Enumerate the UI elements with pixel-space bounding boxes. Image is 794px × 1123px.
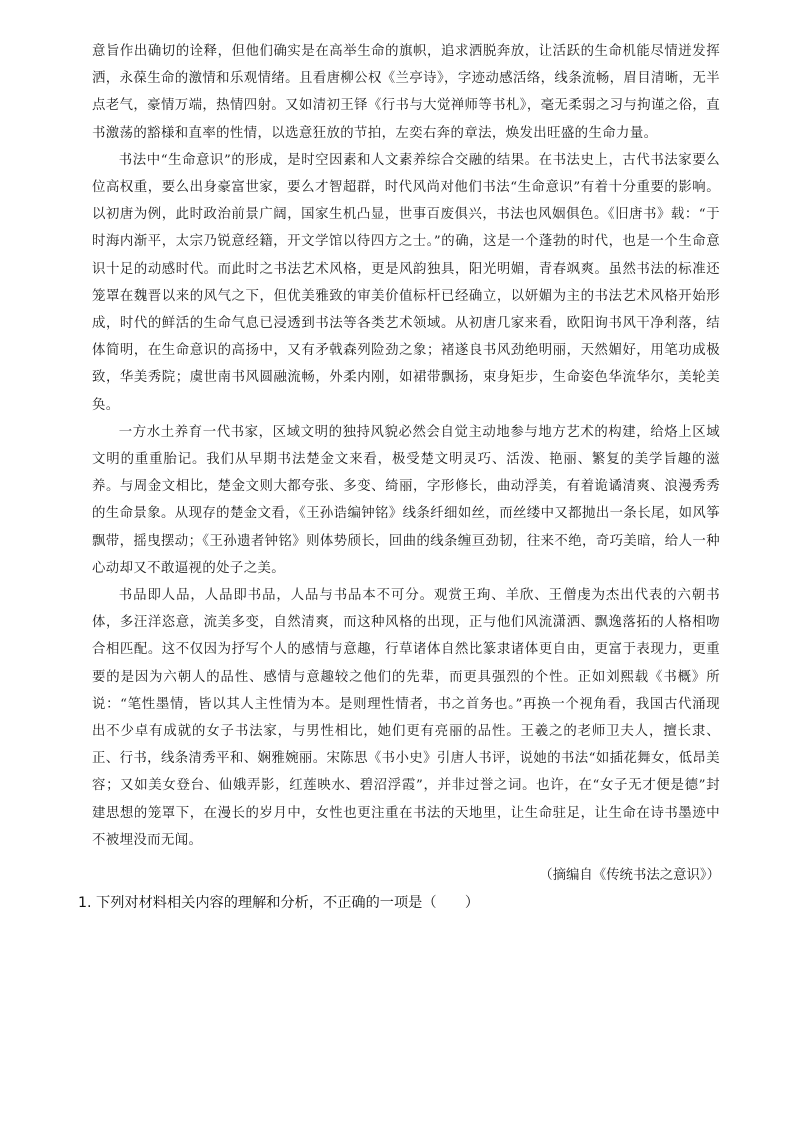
source-citation: （摘编自《传统书法之意识》） bbox=[539, 868, 720, 884]
paragraph-3: 一方水土养育一代书家，区域文明的独持风貌必然会自觉主动地参与地方艺术的构建，给烙上区域文明的重重胎记。我们从早期书法楚金文来看，极受楚文明灵巧、活泼、艳丽、繁复的美学旨趣的滋养。与周金文相比，楚金文则大都夸张、多变、绮丽，字形修长，曲动浮美，有着诡谲清爽、浪漫秀秀的生命景象。从现存的楚金文看，《王孙诰编钟铭》线条纤细如丝，而丝缕中又都抛出一条长尾，如风筝飘带，摇曳摆动；《王孙遗者钟铭》则体势颀长，回曲的线条缠亘劲韧，往来不绝，奇巧美暗，给人一种心动却又不敢逼视的处子之美。 bbox=[92, 424, 720, 576]
paragraph-1: 意旨作出确切的诠释，但他们确实是在高举生命的旗帜，追求洒脱奔放，让活跃的生命机能尽情迸发挥洒，永葆生命的激情和乐观情绪。且看唐柳公权《兰亭诗》，字迹动感活络，线条流畅，眉目清晰，无半点老气，豪情万端，热情四射。又如清初王铎《行书与大觉禅师等书札》，毫无柔弱之习与拘谨之俗，直书激荡的豁様和直率的性情，以选意狂放的节拍，左奕右奔的章法，焕发出旺盛的生命力量。 bbox=[92, 44, 720, 141]
document-page bbox=[78, 38, 720, 915]
question-1: 1. 下列对材料相关内容的理解和分析，不正确的一项是（ ） bbox=[78, 895, 480, 912]
paragraph-2: 书法中“生命意识”的形成，是时空因素和人文素养综合交融的结果。在书法史上，古代书法家要么位高权重，要么出身豪富世家，要么才智超群，时代风尚对他们书法“生命意识”有着十分重要的影响。以初唐为例，此时政治前景广阔，国家生机凸显，世事百废俱兴，书法也风姻俱色。《旧唐书》载：“于时海内渐平，太宗乃锐意经籍，开文学馆以待四方之士。”的确，这是一个蓬勃的时代，也是一个生命意识十足的动感时代。而此时之书法艺术风格，更是风韵独具，阳光明媚，青春飒爽。虽然书法的标准还笼罩在魏晋以来的风气之下，但优美雅致的审美价值标杆已经确立，以妍媚为主的书法艺术风格开始形成，时代的鲜活的生命气息已浸透到书法等各类艺术领域。从初唐几家来看，欧阳询书风干净利落，结体简明，在生命意识的高扬中，又有矛戟森列险劲之象；褚遂良书风劲绝明丽，天然媚好，用笔功成极致，华美秀院；虞世南书风圆融流畅，外柔内刚，如裙带飘扬，束身矩步，生命姿色华流华尔，美轮美奂。 bbox=[92, 152, 720, 413]
paragraph-4: 书品即人品，人品即书品，人品与书品本不可分。观赏王珣、羊欣、王僧虔为杰出代表的六朝书体，多汪洋恣意，流美多变，自然清爽，而这种风格的出现，正与他们风流潇洒、飘逸落拓的人格相吻合相匹配。这不仅因为抒写个人的感情与意趣，行草诸体自然比篆隶诸体更自由，更富于表现力，更重要的是因为六朝人的品性、感情与意趣较之他们的先辈，而更具强烈的个性。正如刘熙载《书概》所说：“笔性墨情，皆以其人主性情为本。是则理性情者，书之首务也。”再换一个视角看，我国古代涌现出不少卓有成就的女子书法家，与男性相比，她们更有亮丽的品性。王羲之的老师卫夫人，擅长隶、正、行书，线条清秀平和、娴雅婉丽。宋陈思《书小史》引唐人书评，说她的书法“如插花舞女，低昂美容；又如美女登台、仙娥弄影，红莲映水、碧沼浮霞”，并非过誉之词。也许，在“女子无才便是德”封建思想的笼罩下，在漫长的岁月中，女性也更注重在书法的天地里，让生命驻足，让生命在诗书墨迹中不被埋没而无闻。 bbox=[92, 588, 720, 848]
